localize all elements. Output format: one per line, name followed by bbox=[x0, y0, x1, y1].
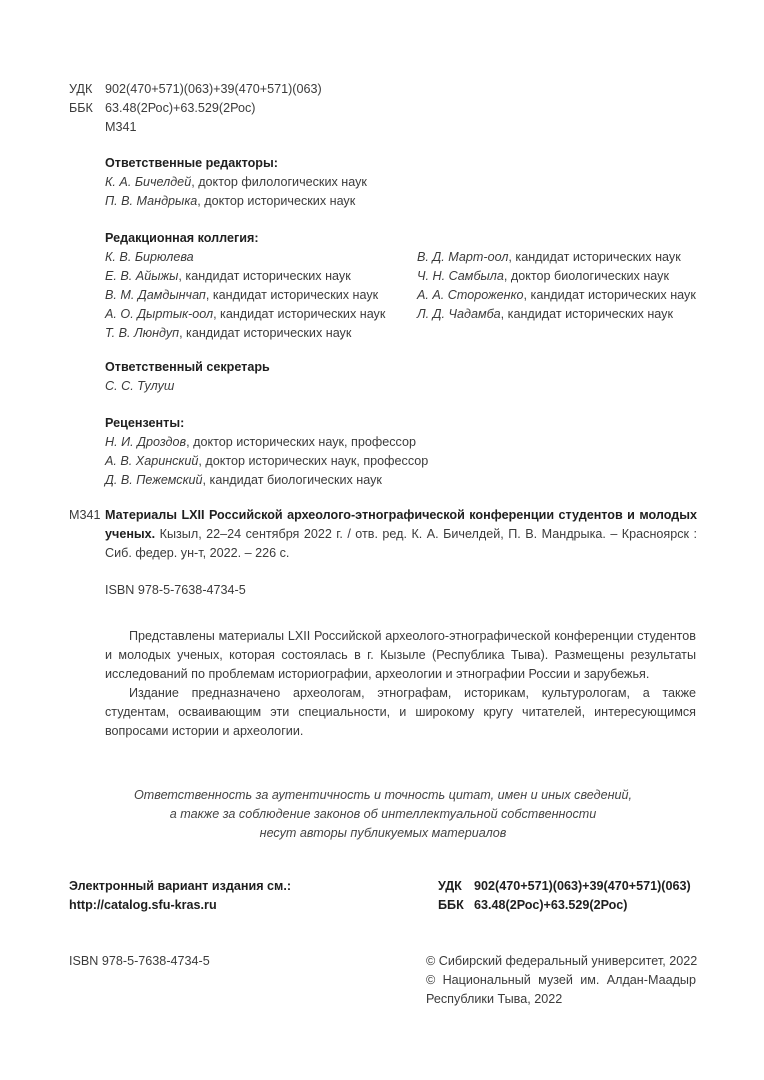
person-name: Л. Д. Чадамба bbox=[417, 307, 501, 321]
reviewer-entry bbox=[105, 471, 428, 490]
bbk-value: 63.48(2Рос)+63.529(2Рос) bbox=[474, 898, 628, 912]
person-title: , кандидат исторических наук bbox=[213, 307, 386, 321]
copyright-line: © Национальный музей им. Алдан-Маадыр bbox=[426, 973, 696, 987]
person-title: , кандидат исторических наук bbox=[500, 307, 673, 321]
annotation bbox=[105, 627, 696, 741]
udk-value: 902(470+571)(063)+39(470+571)(063) bbox=[105, 82, 322, 96]
board-member bbox=[105, 248, 417, 267]
person-title: , кандидат исторических наук bbox=[508, 250, 681, 264]
isbn: ISBN 978-5-7638-4734-5 bbox=[105, 583, 246, 597]
udk-label: УДК bbox=[69, 82, 93, 96]
person-name: К. А. Бичелдей bbox=[105, 175, 192, 189]
editorial-board bbox=[105, 229, 725, 343]
bbk-label: ББК bbox=[438, 898, 464, 912]
disclaimer-line: несут авторы публикуемых материалов bbox=[259, 826, 507, 840]
person-title: , доктор биологических наук bbox=[503, 269, 669, 283]
person-name: Ч. Н. Самбыла bbox=[417, 269, 504, 283]
footer-classification-codes bbox=[438, 877, 691, 915]
person-title: , доктор исторических наук, профессор bbox=[198, 454, 429, 468]
person-name: А. А. Стороженко bbox=[417, 288, 524, 302]
udk-label: УДК bbox=[438, 879, 462, 893]
board-member bbox=[105, 305, 417, 324]
disclaimer bbox=[69, 786, 697, 843]
bbk-row bbox=[438, 896, 691, 915]
annotation-paragraph: Издание предназначено археологам, этнографам, историкам, культурологам, а также студентам, осваивающим эти специальности, и широкому кругу читателей, интересующимся вопросами истории и археологии. bbox=[105, 686, 696, 738]
board-column-right bbox=[417, 248, 696, 343]
person-name: А. О. Дыртык-оол bbox=[105, 307, 214, 321]
board-column-left bbox=[105, 248, 417, 343]
reviewer-entry bbox=[105, 433, 428, 452]
board-member bbox=[105, 324, 417, 343]
catalog-link[interactable]: http://catalog.sfu-kras.ru bbox=[69, 898, 217, 912]
copyright bbox=[426, 952, 696, 1009]
person-name: С. С. Тулуш bbox=[105, 379, 175, 393]
person-title: , кандидат исторических наук bbox=[178, 269, 351, 283]
responsible-secretary bbox=[105, 358, 270, 396]
isbn-footer: ISBN 978-5-7638-4734-5 bbox=[69, 954, 210, 968]
person-name: В. М. Дамдынчап bbox=[105, 288, 206, 302]
annotation-paragraph: Представлены материалы LXII Российской археолого-этнографической конференции студентов и молодых ученых, которая состоялась в г. Кызыле (Республика Тыва). Размещены результаты исследований по проблемам историографии, археологии и этнографии России и зарубежья. bbox=[105, 629, 696, 681]
electronic-label: Электронный вариант издания см.: bbox=[69, 879, 292, 893]
person-title: , доктор исторических наук, профессор bbox=[186, 435, 416, 449]
author-mark: М341 bbox=[105, 120, 137, 134]
person-name: Т. В. Люндуп bbox=[105, 326, 180, 340]
board-member bbox=[105, 267, 417, 286]
disclaimer-line: Ответственность за аутентичность и точность цитат, имен и иных сведений, bbox=[133, 788, 633, 802]
disclaimer-line: а также за соблюдение законов об интеллектуальной собственности bbox=[169, 807, 597, 821]
person-name: П. В. Мандрыка bbox=[105, 194, 198, 208]
bbk-value: 63.48(2Рос)+63.529(2Рос) bbox=[105, 101, 256, 115]
bbk-row bbox=[69, 99, 322, 118]
copyright-line: Республики Тыва, 2022 bbox=[426, 992, 563, 1006]
bbk-label: ББК bbox=[69, 101, 93, 115]
udk-row bbox=[438, 877, 691, 896]
bibliographic-record bbox=[69, 506, 697, 563]
board-member bbox=[417, 267, 696, 286]
person-name: К. В. Бирюлева bbox=[105, 250, 194, 264]
reviewers bbox=[105, 414, 428, 490]
person-name: А. В. Харинский bbox=[105, 454, 199, 468]
board-member bbox=[417, 286, 696, 305]
classification-codes bbox=[69, 80, 322, 137]
person-name: Д. В. Пежемский bbox=[105, 473, 203, 487]
udk-row bbox=[69, 80, 322, 99]
board-member bbox=[417, 248, 696, 267]
author-mark-row bbox=[69, 118, 322, 137]
board-member bbox=[417, 305, 696, 324]
author-mark: М341 bbox=[69, 508, 101, 522]
editor-entry bbox=[105, 192, 367, 211]
person-title: , доктор исторических наук bbox=[197, 194, 356, 208]
reviewer-entry bbox=[105, 452, 428, 471]
section-heading: Редакционная коллегия: bbox=[105, 231, 259, 245]
person-title: , кандидат исторических наук bbox=[205, 288, 379, 302]
person-name: Е. В. Айыжы bbox=[105, 269, 179, 283]
person-title: , кандидат биологических наук bbox=[202, 473, 382, 487]
editor-entry bbox=[105, 173, 367, 192]
person-name: Н. И. Дроздов bbox=[105, 435, 187, 449]
person-title: , кандидат исторических наук bbox=[523, 288, 696, 302]
publication-details: Кызыл, 22–24 сентября 2022 г. / отв. ред. К. А. Бичелдей, П. В. Мандрыка. – Красноярск : Сиб. федер. ун-т, 2022. – 226 с. bbox=[105, 527, 697, 560]
person-name: В. Д. Март-оол bbox=[417, 250, 509, 264]
section-heading: Ответственные редакторы: bbox=[105, 156, 278, 170]
section-heading: Ответственный секретарь bbox=[105, 360, 270, 374]
responsible-editors bbox=[105, 154, 367, 211]
copyright-line: © Сибирский федеральный университет, 2022 bbox=[426, 954, 698, 968]
udk-value: 902(470+571)(063)+39(470+571)(063) bbox=[474, 879, 691, 893]
person-title: , доктор филологических наук bbox=[191, 175, 367, 189]
section-heading: Рецензенты: bbox=[105, 416, 185, 430]
electronic-version bbox=[69, 877, 291, 915]
bibliographic-text bbox=[105, 506, 697, 563]
person-title: , кандидат исторических наук bbox=[179, 326, 352, 340]
board-member bbox=[105, 286, 417, 305]
book-title: Материалы LXII Российской археолого-этнографической конференции студентов и молодых ученых. bbox=[105, 508, 697, 541]
